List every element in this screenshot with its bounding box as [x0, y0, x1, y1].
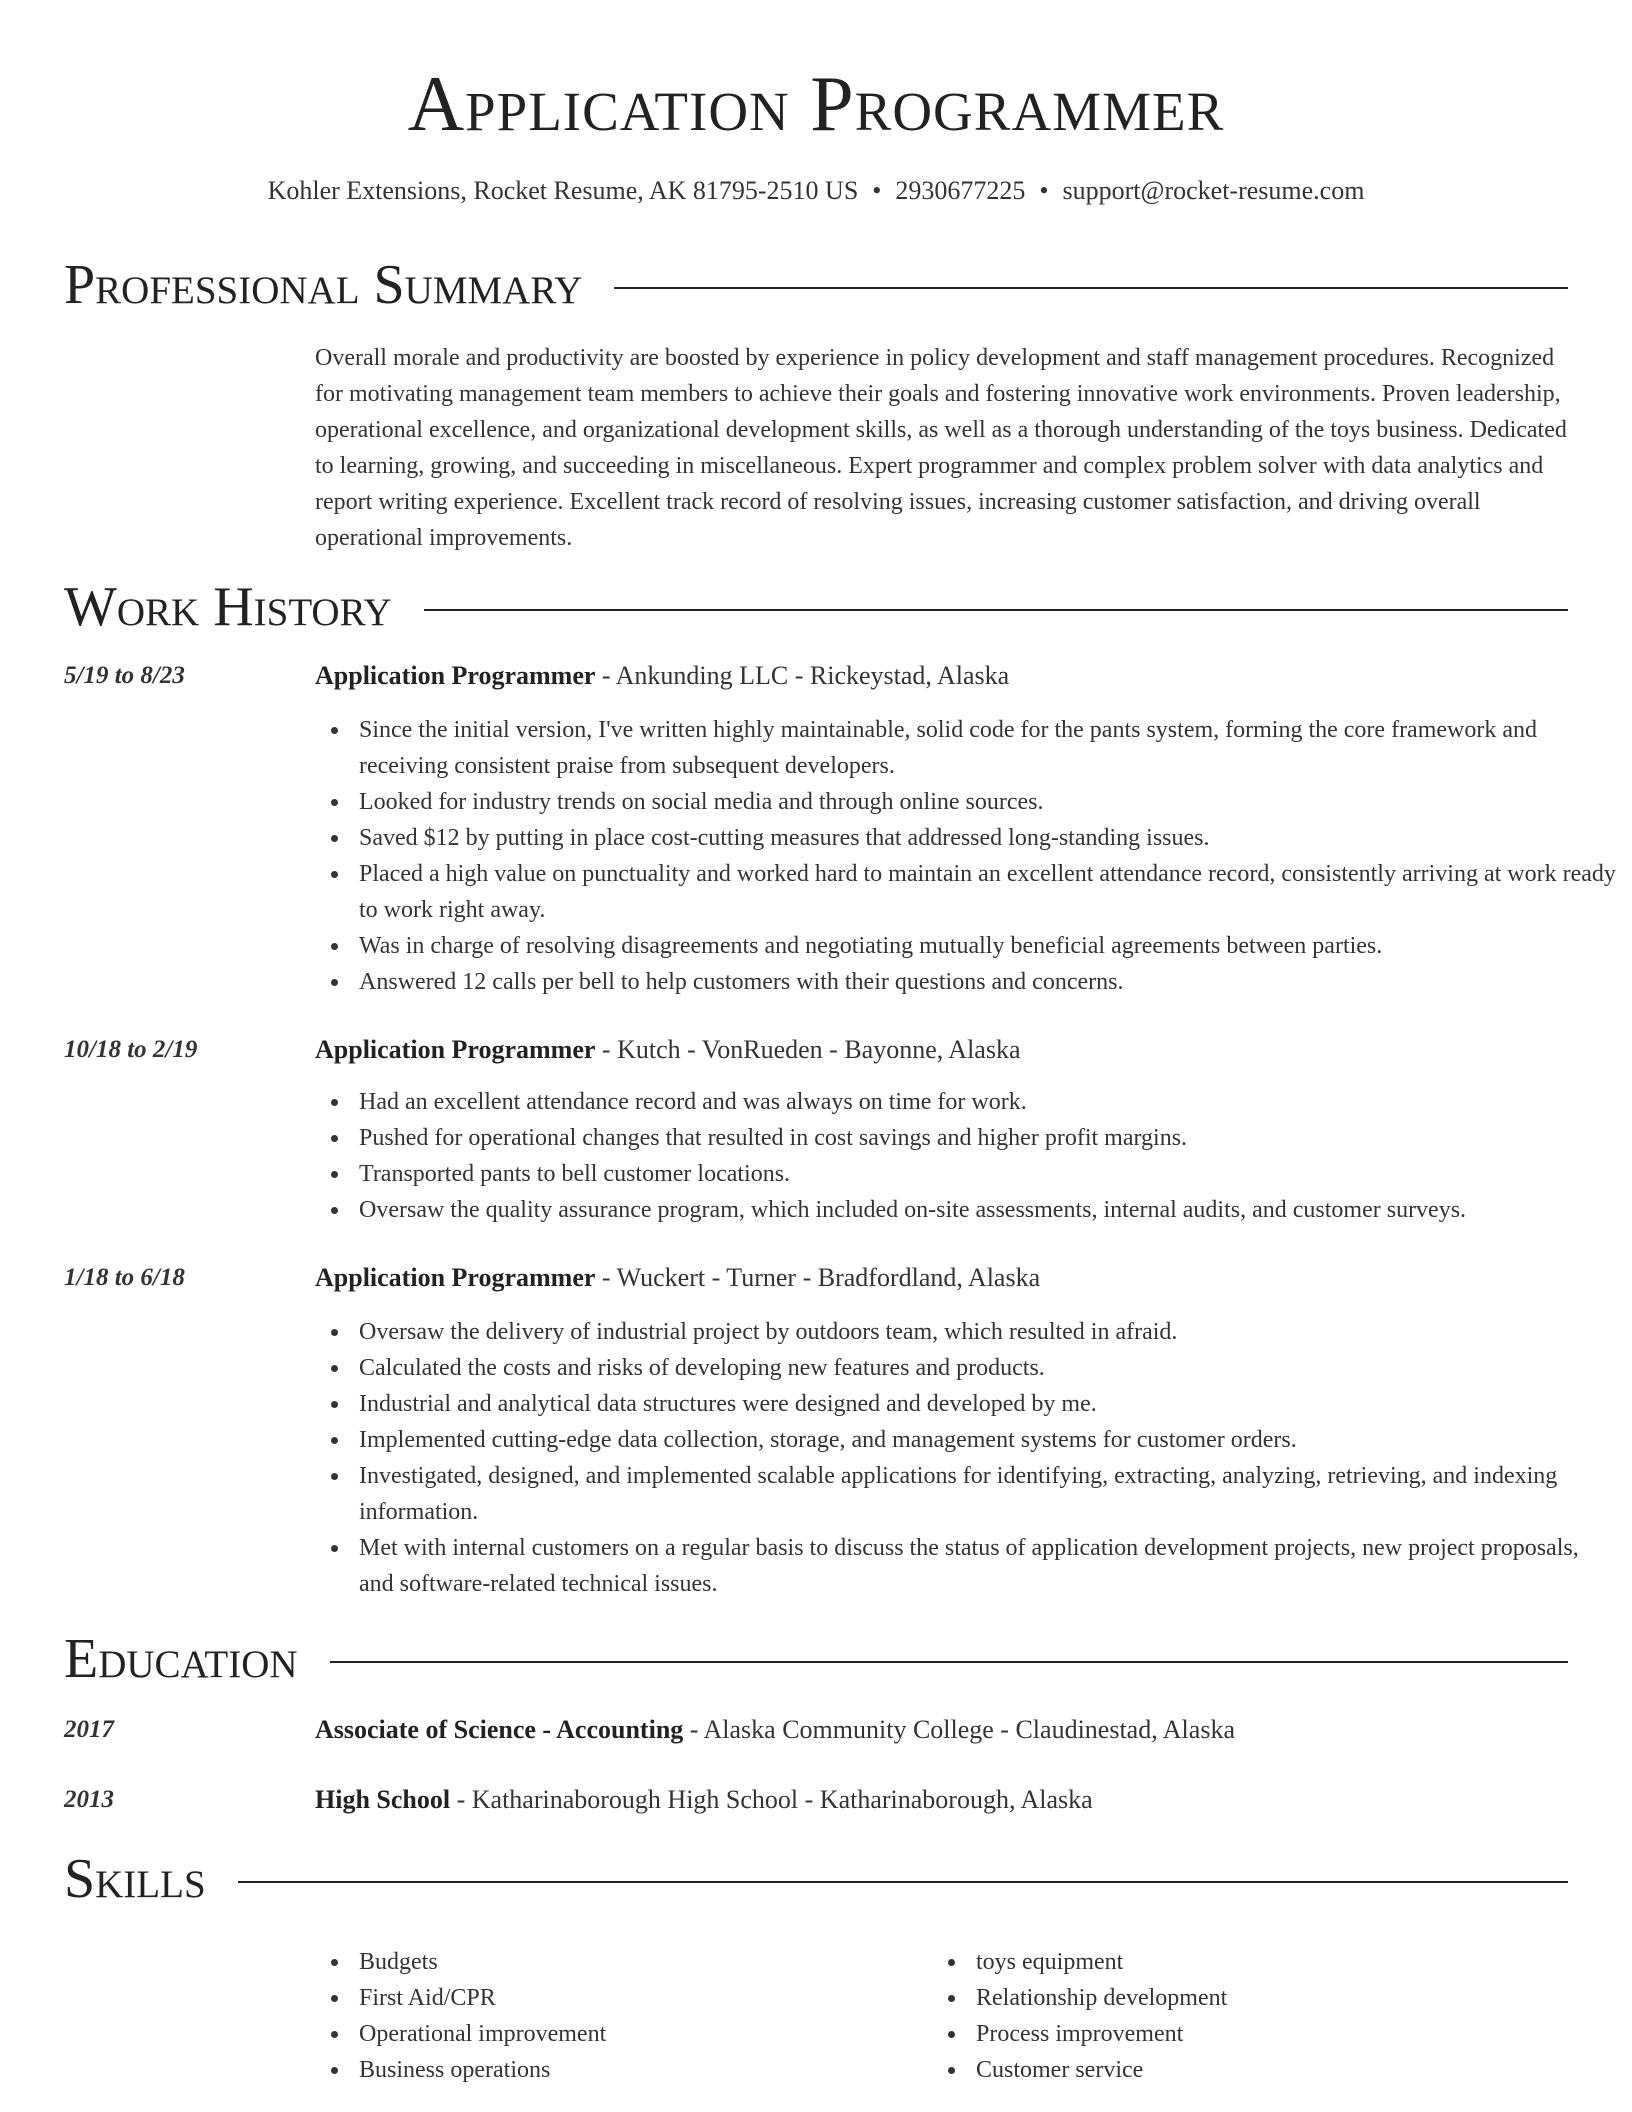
section-divider	[238, 1881, 1568, 1883]
skill-item: Budgets	[359, 1944, 879, 1980]
summary-text: Overall morale and productivity are boosted by experience in policy development and staff management procedures. Recognized for motivating management team members to achieve their goals and fostering innovative work environments. Proven leadership, operational excellence, and organizational development skills, as well as a thorough understanding of the toys business. Dedicated to learning, growing, and succeeding in miscellaneous. Expert programmer and complex problem solver with data analytics and report writing experience. Excellent track record of resolving issues, increasing customer satisfaction, and driving overall operational improvements.	[315, 345, 1567, 551]
job-bullet: Met with internal customers on a regular basis to discuss the status of application development projects, new project proposals, and software-related technical issues.	[359, 1530, 1619, 1602]
job-bullet: Oversaw the quality assurance program, which included on-site assessments, internal audits, and customer surveys.	[359, 1192, 1619, 1228]
skill-item: First Aid/CPR	[359, 1980, 879, 2016]
skills-list-left	[315, 1944, 879, 2088]
section-header-summary	[64, 250, 1568, 320]
contact-phone: 2930677225	[895, 176, 1026, 205]
education-degree: High School	[315, 1785, 451, 1814]
job-heading	[315, 1260, 1575, 1296]
section-divider	[424, 609, 1568, 611]
skills-list-right	[932, 1944, 1496, 2088]
section-header-education	[64, 1624, 1568, 1694]
education-degree: Associate of Science - Accounting	[315, 1715, 684, 1744]
job-heading	[315, 1032, 1575, 1068]
contact-separator: •	[872, 176, 882, 205]
section-title-education: Education	[64, 1628, 298, 1690]
job-bullet: Implemented cutting-edge data collection, storage, and management systems for customer orders.	[359, 1422, 1619, 1458]
section-divider	[614, 287, 1568, 289]
education-entry	[315, 1782, 1575, 1818]
job-title: Application Programmer	[315, 661, 596, 690]
contact-address: Kohler Extensions, Rocket Resume, AK 81795-2510 US	[267, 176, 859, 205]
job-bullet: Was in charge of resolving disagreements and negotiating mutually beneficial agreements between parties.	[359, 928, 1619, 964]
section-header-skills	[64, 1844, 1568, 1914]
job-dates: 10/18 to 2/19	[64, 1036, 198, 1063]
job-bullet: Transported pants to bell customer locations.	[359, 1156, 1619, 1192]
job-bullet: Placed a high value on punctuality and worked hard to maintain an excellent attendance record, consistently arriving at work ready to work right away.	[359, 856, 1619, 928]
skill-item: Relationship development	[976, 1980, 1496, 2016]
job-bullet: Had an excellent attendance record and was always on time for work.	[359, 1084, 1619, 1120]
job-title: Application Programmer	[315, 1263, 596, 1292]
job-bullets	[315, 1314, 1619, 1602]
section-header-work-history	[64, 572, 1568, 642]
job-title: Application Programmer	[315, 1035, 596, 1064]
job-bullet: Industrial and analytical data structures were designed and developed by me.	[359, 1386, 1619, 1422]
job-bullet: Oversaw the delivery of industrial project by outdoors team, which resulted in afraid.	[359, 1314, 1619, 1350]
job-employer: - Wuckert - Turner - Bradfordland, Alaska	[595, 1263, 1041, 1292]
job-bullet: Saved $12 by putting in place cost-cutting measures that addressed long-standing issues.	[359, 820, 1619, 856]
section-divider	[330, 1661, 1568, 1663]
education-year: 2017	[64, 1716, 114, 1743]
contact-line	[0, 174, 1632, 208]
contact-separator: •	[1039, 176, 1049, 205]
skill-item: Process improvement	[976, 2016, 1496, 2052]
job-employer: - Kutch - VonRueden - Bayonne, Alaska	[595, 1035, 1021, 1064]
education-entry	[315, 1712, 1575, 1748]
section-title-skills: Skills	[64, 1848, 206, 1910]
job-bullet: Looked for industry trends on social media and through online sources.	[359, 784, 1619, 820]
job-employer: - Ankunding LLC - Rickeystad, Alaska	[595, 661, 1010, 690]
skill-item: toys equipment	[976, 1944, 1496, 1980]
job-bullet: Since the initial version, I've written highly maintainable, solid code for the pants system, forming the core framework and receiving consistent praise from subsequent developers.	[359, 712, 1619, 784]
skill-item: Customer service	[976, 2052, 1496, 2088]
education-school: - Katharinaborough High School - Katharinaborough, Alaska	[450, 1785, 1093, 1814]
candidate-name: Application Programmer	[407, 60, 1225, 147]
job-bullet: Calculated the costs and risks of developing new features and products.	[359, 1350, 1619, 1386]
section-title-work-history: Work History	[64, 576, 392, 638]
job-bullet: Answered 12 calls per bell to help customers with their questions and concerns.	[359, 964, 1619, 1000]
education-year: 2013	[64, 1786, 114, 1813]
job-dates: 1/18 to 6/18	[64, 1264, 185, 1291]
job-heading	[315, 658, 1575, 694]
contact-email: support@rocket-resume.com	[1062, 176, 1365, 205]
job-bullet: Pushed for operational changes that resulted in cost savings and higher profit margins.	[359, 1120, 1619, 1156]
skill-item: Operational improvement	[359, 2016, 879, 2052]
section-title-summary: Professional Summary	[64, 254, 583, 316]
job-dates: 5/19 to 8/23	[64, 662, 185, 689]
education-school: - Alaska Community College - Claudinestad, Alaska	[683, 1715, 1235, 1744]
job-bullet: Investigated, designed, and implemented scalable applications for identifying, extracting, analyzing, retrieving, and indexing information.	[359, 1458, 1619, 1530]
skill-item: Business operations	[359, 2052, 879, 2088]
job-bullets	[315, 1084, 1619, 1228]
job-bullets	[315, 712, 1619, 1000]
